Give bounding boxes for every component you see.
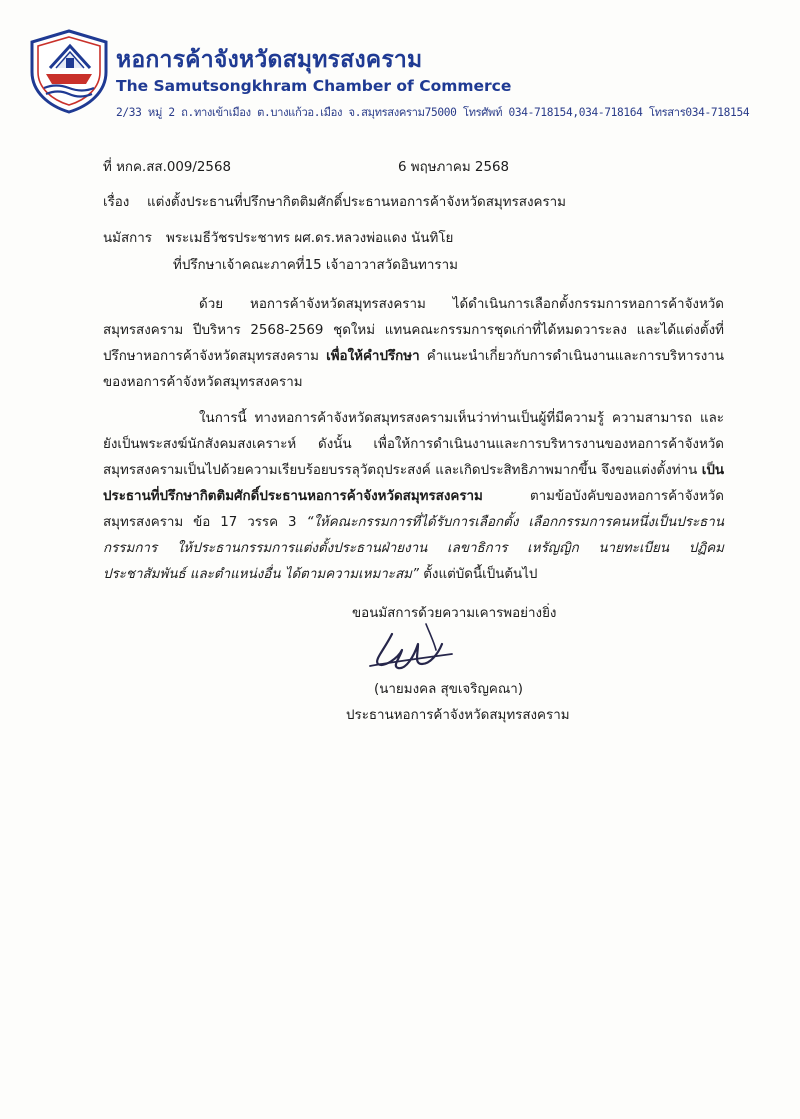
salutation-label: นมัสการ xyxy=(103,231,152,246)
p1-text-c: คำแนะนำเกี่ยวกับการดำเนินงานและการบริหารงานของหอการค้าจังหวัดสมุทรสงคราม xyxy=(103,349,724,390)
p1-text-a: ด้วย หอการค้าจังหวัดสมุทรสงคราม ได้ดำเนินการเลือกตั้งกรรมการหอการค้าจังหวัดสมุทรสงคราม ปีบริหาร 2568-2569 ชุดใหม่ แทนคณะกรรมการชุดเก่าที่ได้หมดวาระลง และได้แต่งตั้งที่ปรึกษาหอการค้าจังหวัดสมุทรสงคราม xyxy=(103,297,724,364)
body-paragraph-1 xyxy=(103,292,724,396)
body-paragraph-2 xyxy=(103,406,724,588)
chamber-emblem-icon xyxy=(26,28,112,114)
letterhead-name-th: หอการค้าจังหวัดสมุทรสงคราม xyxy=(116,47,423,73)
p2-quote: “ให้คณะกรรมการที่ได้รับการเลือกตั้ง เลือกกรรมการคนหนึ่งเป็นประธานกรรมการ ให้ประธานกรรมการแต่งตั้งประธานฝ่ายงาน เลขาธิการ เหรัญญิก นายทะเบียน ปฏิคมประชาสัมพันธ์ และตำแหน่งอื่น ได้ตามความเหมาะสม” xyxy=(103,515,724,582)
p2-text-a: ในการนี้ ทางหอการค้าจังหวัดสมุทรสงครามเห็นว่าท่านเป็นผู้ที่มีความรู้ ความสามารถ และยังเป็นพระสงฆ์นักสังคมสงเคราะห์ ดังนั้น เพื่อให้การดำเนินงานและการบริหารงานของหอการค้าจังหวัดสมุทรสงครามเป็นไปด้วยความเรียบร้อยบรรลุวัตถุประสงค์ และเกิดประสิทธิภาพมากขึ้น จึงขอแต่งตั้งท่าน xyxy=(103,411,724,478)
letter-date: 6 พฤษภาคม 2568 xyxy=(398,160,510,175)
subject-text: แต่งตั้งประธานที่ปรึกษากิตติมศักดิ์ประธานหอการค้าจังหวัดสมุทรสงคราม xyxy=(147,195,566,210)
signer-title: ประธานหอการค้าจังหวัดสมุทรสงคราม xyxy=(346,708,570,723)
handwritten-signature xyxy=(362,620,458,680)
p1-text-bold: เพื่อให้คำปรึกษา xyxy=(326,349,420,364)
reference-number: ที่ หกค.สส.009/2568 xyxy=(103,160,231,175)
closing-text: ขอนมัสการด้วยความเคารพอย่างยิ่ง xyxy=(352,606,557,621)
p2-text-bold: เป็นประธานที่ปรึกษากิตติมศักดิ์ประธานหอการค้าจังหวัดสมุทรสงคราม xyxy=(103,463,724,504)
letterhead-address: 2/33 หมู่ 2 ถ.ทางเข้าเมือง ต.บางแก้วอ.เมือง จ.สมุทรสงคราม75000 โทรศัพท์ 034-718154,034-718164 โทรสาร034-718154 xyxy=(116,106,750,119)
recipient-name: พระเมธีวัชรประชาทร ผศ.ดร.หลวงพ่อแดง นันทิโย xyxy=(166,231,454,246)
signer-name: (นายมงคล สุขเจริญคณา) xyxy=(374,682,524,697)
letterhead-name-en: The Samutsongkhram Chamber of Commerce xyxy=(116,77,512,95)
p2-text-c: ตามข้อบังคับของหอการค้าจังหวัดสมุทรสงคราม ข้อ 17 วรรค 3 xyxy=(103,489,724,530)
recipient-position: ที่ปรึกษาเจ้าคณะภาคที่15 เจ้าอาวาสวัดอินทาราม xyxy=(173,258,458,273)
p2-text-d: ตั้งแต่บัดนี้เป็นต้นไป xyxy=(423,567,538,582)
subject-label: เรื่อง xyxy=(103,195,130,210)
